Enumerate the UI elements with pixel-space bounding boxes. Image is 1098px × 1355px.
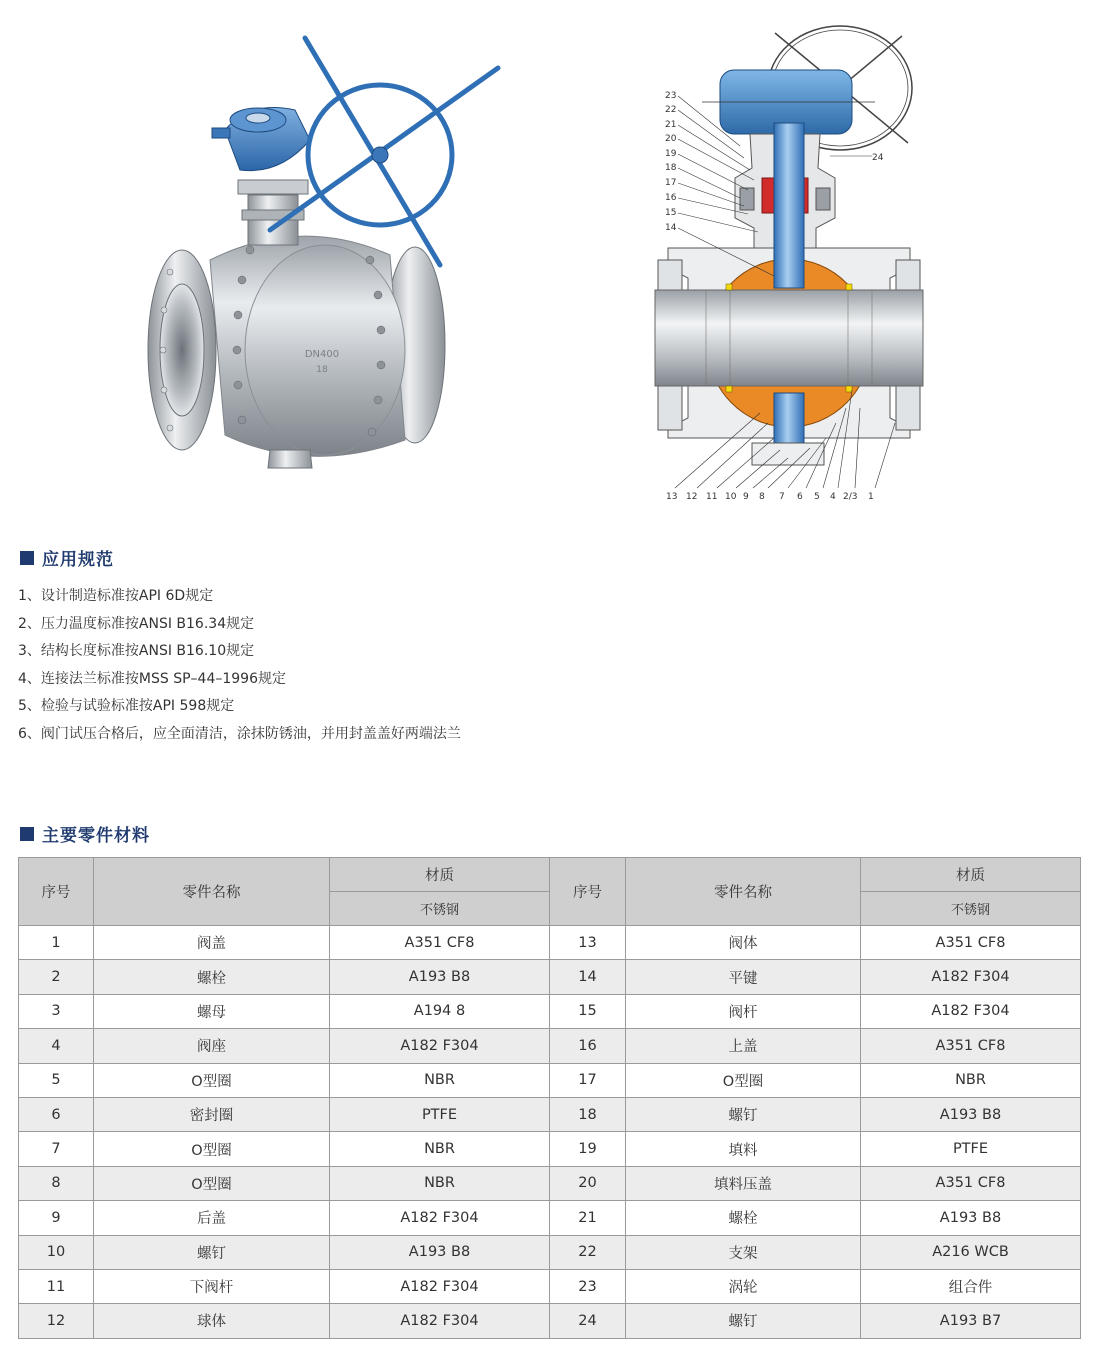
diagram-label: 9 (743, 492, 749, 502)
diagram-label: 5 (814, 492, 820, 502)
part-name: 涡轮 (626, 1269, 861, 1303)
diagram-label: 15 (665, 208, 677, 218)
header-no: 序号 (19, 858, 94, 926)
part-name: 平键 (626, 960, 861, 994)
table-row (19, 1201, 1081, 1235)
part-material: A351 CF8 (861, 1166, 1081, 1200)
diagram-label: 21 (665, 120, 677, 130)
part-name: 螺母 (94, 994, 330, 1028)
diagram-label: 10 (725, 492, 737, 502)
part-name: 密封圈 (94, 1097, 330, 1131)
table-row (19, 1166, 1081, 1200)
part-no: 13 (550, 926, 626, 960)
part-material: A351 CF8 (861, 1029, 1081, 1063)
spec-item: 6、阀门试压合格后，应全面清洁，涂抹防锈油，并用封盖盖好两端法兰 (18, 725, 461, 742)
part-name: O型圈 (94, 1166, 330, 1200)
table-row (19, 960, 1081, 994)
part-name: 填料压盖 (626, 1166, 861, 1200)
part-no: 18 (550, 1097, 626, 1131)
diagram-label: 7 (779, 492, 785, 502)
diagram-label: 13 (666, 492, 678, 502)
table-row (19, 926, 1081, 960)
part-no: 15 (550, 994, 626, 1028)
table-row (19, 1304, 1081, 1338)
part-material: A194 8 (330, 994, 550, 1028)
diagram-label: 4 (830, 492, 836, 502)
part-no: 11 (19, 1269, 94, 1303)
part-name: 球体 (94, 1304, 330, 1338)
spec-item: 3、结构长度标准按ANSI B16.10规定 (18, 643, 255, 659)
part-material: A182 F304 (861, 994, 1081, 1028)
header-material-sub: 不锈钢 (861, 892, 1081, 926)
diagram-label: 20 (665, 134, 677, 144)
part-no: 6 (19, 1097, 94, 1131)
materials-heading-text: 主要零件材料 (42, 826, 150, 846)
part-material: NBR (861, 1063, 1081, 1097)
part-name: 螺钉 (626, 1304, 861, 1338)
materials-heading (20, 821, 150, 846)
spec-item: 1、设计制造标准按API 6D规定 (18, 588, 214, 604)
part-no: 8 (19, 1166, 94, 1200)
valve-cross-section-diagram (640, 18, 940, 508)
part-material: A193 B7 (861, 1304, 1081, 1338)
spec-heading (20, 545, 114, 570)
spec-item: 2、压力温度标准按ANSI B16.34规定 (18, 615, 255, 632)
part-material: A193 B8 (330, 1235, 550, 1269)
part-no: 21 (550, 1201, 626, 1235)
part-material: NBR (330, 1063, 550, 1097)
part-no: 12 (19, 1304, 94, 1338)
part-material: 组合件 (861, 1269, 1081, 1303)
diagram-label: 8 (759, 492, 765, 502)
spec-heading-text: 应用规范 (42, 550, 114, 570)
part-name: O型圈 (94, 1063, 330, 1097)
part-material: A193 B8 (330, 960, 550, 994)
diagram-label: 14 (665, 223, 677, 233)
ball-valve-photo (130, 20, 520, 490)
table-row (19, 1097, 1081, 1131)
diagram-label: 18 (665, 163, 677, 173)
part-no: 3 (19, 994, 94, 1028)
diagram-label: 12 (686, 492, 698, 502)
diagram-label: 6 (797, 492, 803, 502)
part-name: 螺钉 (626, 1097, 861, 1131)
part-material: A182 F304 (330, 1269, 550, 1303)
part-name: 阀体 (626, 926, 861, 960)
part-no: 14 (550, 960, 626, 994)
diagram-label: 2/3 (843, 492, 858, 502)
table-row (19, 994, 1081, 1028)
part-material: NBR (330, 1166, 550, 1200)
header-material: 材质 (330, 858, 550, 892)
materials-table (18, 857, 1081, 1339)
part-no: 19 (550, 1132, 626, 1166)
header-material-sub: 不锈钢 (330, 892, 550, 926)
part-material: A351 CF8 (330, 926, 550, 960)
part-no: 10 (19, 1235, 94, 1269)
table-row (19, 1269, 1081, 1303)
diagram-label: 24 (872, 153, 884, 163)
heading-square-icon (20, 827, 34, 841)
heading-square-icon (20, 551, 34, 565)
part-name: 阀盖 (94, 926, 330, 960)
part-name: O型圈 (94, 1132, 330, 1166)
part-material: NBR (330, 1132, 550, 1166)
part-name: O型圈 (626, 1063, 861, 1097)
part-material: A182 F304 (330, 1029, 550, 1063)
spec-item: 5、检验与试验标准按API 598规定 (18, 698, 235, 714)
section-labels-bottom (666, 492, 874, 502)
part-name: 阀座 (94, 1029, 330, 1063)
diagram-label: 19 (665, 149, 677, 159)
part-no: 20 (550, 1166, 626, 1200)
part-name: 上盖 (626, 1029, 861, 1063)
part-no: 5 (19, 1063, 94, 1097)
spec-item: 4、连接法兰标准按MSS SP–44–1996规定 (18, 670, 286, 687)
part-name: 支架 (626, 1235, 861, 1269)
part-no: 16 (550, 1029, 626, 1063)
part-name: 后盖 (94, 1201, 330, 1235)
diagram-label: 17 (665, 178, 677, 188)
header-name: 零件名称 (626, 858, 861, 926)
part-no: 9 (19, 1201, 94, 1235)
part-material: A216 WCB (861, 1235, 1081, 1269)
part-no: 17 (550, 1063, 626, 1097)
part-name: 螺栓 (94, 960, 330, 994)
diagram-label: 22 (665, 105, 677, 115)
table-row (19, 1235, 1081, 1269)
part-material: PTFE (330, 1097, 550, 1131)
header-no: 序号 (550, 858, 626, 926)
part-no: 23 (550, 1269, 626, 1303)
table-row (19, 1029, 1081, 1063)
diagram-label: 16 (665, 193, 677, 203)
diagram-label: 1 (868, 492, 874, 502)
part-material: A193 B8 (861, 1097, 1081, 1131)
part-no: 7 (19, 1132, 94, 1166)
spec-list (18, 583, 461, 748)
part-name: 螺栓 (626, 1201, 861, 1235)
body-marking-dn: DN400 (304, 349, 340, 360)
part-no: 22 (550, 1235, 626, 1269)
part-material: A182 F304 (861, 960, 1081, 994)
part-no: 1 (19, 926, 94, 960)
part-material: PTFE (861, 1132, 1081, 1166)
diagram-label: 11 (706, 492, 718, 502)
table-row (19, 1132, 1081, 1166)
part-name: 阀杆 (626, 994, 861, 1028)
materials-table-body (19, 926, 1081, 1339)
table-row (19, 1063, 1081, 1097)
diagram-label: 23 (665, 91, 677, 101)
header-material: 材质 (861, 858, 1081, 892)
part-material: A351 CF8 (861, 926, 1081, 960)
part-no: 4 (19, 1029, 94, 1063)
part-name: 填料 (626, 1132, 861, 1166)
header-name: 零件名称 (94, 858, 330, 926)
part-name: 下阀杆 (94, 1269, 330, 1303)
part-no: 24 (550, 1304, 626, 1338)
part-name: 螺钉 (94, 1235, 330, 1269)
part-no: 2 (19, 960, 94, 994)
part-material: A193 B8 (861, 1201, 1081, 1235)
part-material: A182 F304 (330, 1304, 550, 1338)
part-material: A182 F304 (330, 1201, 550, 1235)
body-marking-pn: 18 (316, 365, 328, 375)
